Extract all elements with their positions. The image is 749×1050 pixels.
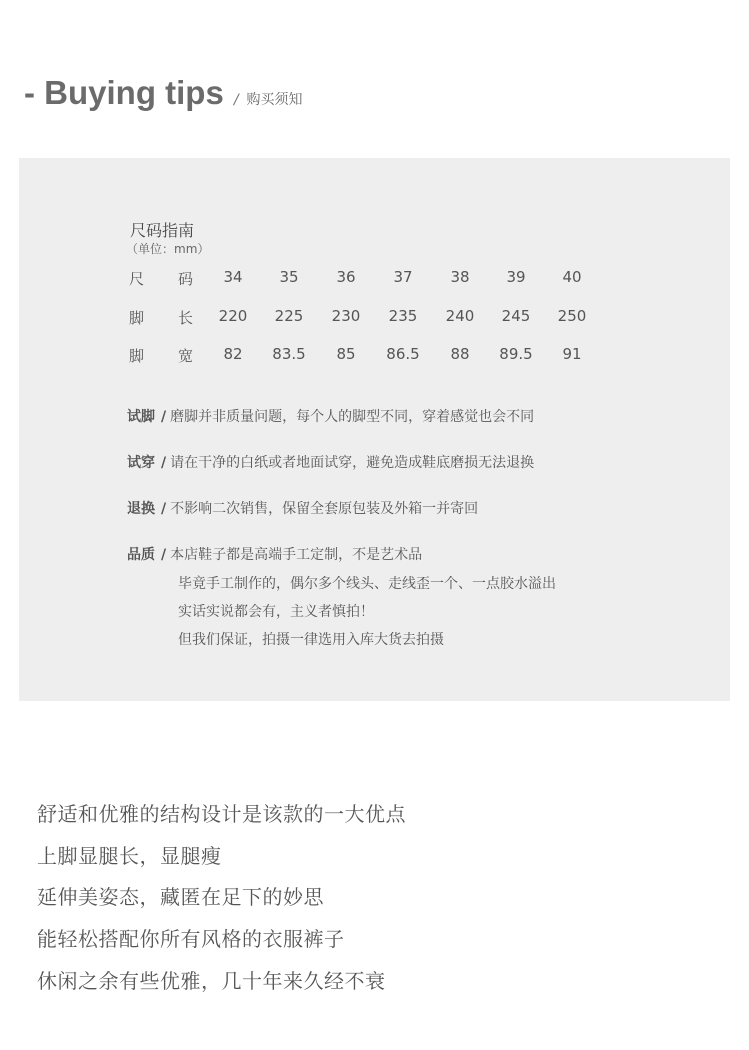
tip-quality-line: 实话实说都会有，主义者慎拍！	[178, 604, 374, 620]
size-cell: 40	[562, 268, 582, 286]
description-line: 休闲之余有些优雅，几十年来久经不衰	[37, 969, 386, 993]
title-separator: /	[233, 92, 239, 108]
buying-tips-panel	[19, 158, 730, 701]
page-subtitle: 购买须知	[246, 92, 303, 108]
size-cell: 37	[393, 268, 413, 286]
width-cell: 89.5	[499, 345, 533, 363]
tip-quality	[127, 544, 422, 564]
tip-separator: /	[161, 547, 167, 563]
tip-quality-line: 毕竟手工制作的，偶尔多个线头、走线歪一个、一点胶水溢出	[178, 576, 556, 592]
tip-text: 本店鞋子都是高端手工定制，不是艺术品	[170, 547, 423, 563]
width-cell: 83.5	[272, 345, 306, 363]
tip-key: 试穿	[127, 455, 155, 471]
tip-text: 不影响二次销售，保留全套原包装及外箱一并寄回	[170, 501, 479, 517]
row-label-first: 脚	[129, 347, 145, 365]
tip-text: 请在干净的白纸或者地面试穿，避免造成鞋底磨损无法退换	[170, 455, 535, 471]
width-cell: 86.5	[386, 345, 420, 363]
size-cell: 34	[223, 268, 243, 286]
size-cell: 38	[450, 268, 470, 286]
row-label-first: 尺	[129, 270, 145, 288]
length-cell: 220	[218, 307, 248, 325]
size-guide-title: 尺码指南	[130, 221, 195, 240]
tip-try-feet	[127, 406, 534, 426]
row-label-first: 脚	[129, 309, 145, 327]
tip-key: 品质	[127, 547, 155, 563]
length-cell: 235	[388, 307, 418, 325]
tip-quality-line: 但我们保证，拍摄一律选用入库大货去拍摄	[178, 632, 444, 648]
tip-text: 磨脚并非质量问题，每个人的脚型不同，穿着感觉也会不同	[170, 409, 535, 425]
size-cell: 35	[279, 268, 299, 286]
length-cell: 245	[501, 307, 531, 325]
description-line: 延伸美姿态，藏匿在足下的妙思	[37, 885, 324, 909]
row-label-second: 码	[178, 270, 194, 288]
length-cell: 225	[274, 307, 304, 325]
length-cell: 240	[445, 307, 475, 325]
size-guide-unit: （单位：mm）	[126, 242, 210, 256]
width-cell: 82	[223, 345, 243, 363]
length-cell: 230	[331, 307, 361, 325]
row-label-second: 长	[178, 309, 194, 327]
page-title: - Buying tips	[24, 74, 224, 111]
width-cell: 91	[562, 345, 582, 363]
tip-separator: /	[161, 455, 167, 471]
page-header	[24, 74, 303, 112]
width-cell: 88	[450, 345, 470, 363]
tip-return	[127, 498, 478, 518]
description-line: 上脚显腿长，显腿瘦	[37, 844, 222, 868]
description-line: 舒适和优雅的结构设计是该款的一大优点	[37, 802, 406, 826]
tip-separator: /	[161, 409, 167, 425]
length-cell: 250	[557, 307, 587, 325]
tip-try-on	[127, 452, 534, 472]
tip-separator: /	[161, 501, 167, 517]
tip-key: 试脚	[127, 409, 155, 425]
row-label-second: 宽	[178, 347, 194, 365]
description-line: 能轻松搭配你所有风格的衣服裤子	[37, 927, 345, 951]
size-cell: 39	[506, 268, 526, 286]
tip-key: 退换	[127, 501, 155, 517]
size-cell: 36	[336, 268, 356, 286]
width-cell: 85	[336, 345, 356, 363]
